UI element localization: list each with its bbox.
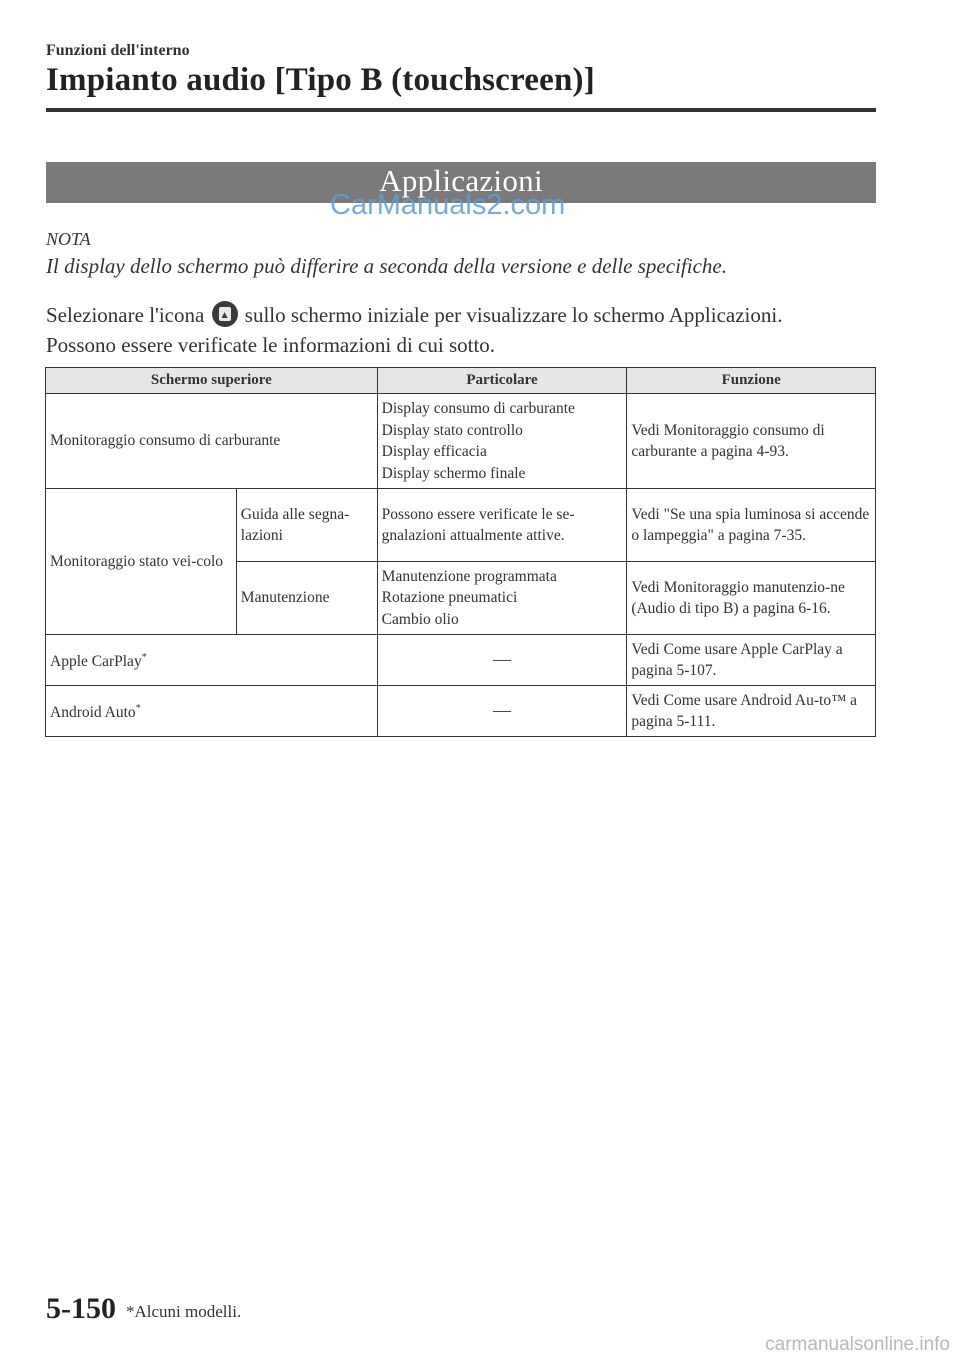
row-top-screen-label: Android Auto [50, 704, 136, 722]
row-top-screen: Monitoraggio consumo di carburante [46, 394, 378, 489]
row-detail: Possono essere verificate le se-gnalazioni attualmente attive. [377, 489, 627, 562]
row-sub-item: Guida alle segna-lazioni [236, 489, 377, 562]
detail-line: Cambio olio [381, 610, 459, 628]
footnote-mark: * [141, 652, 147, 664]
section-label: Funzioni dell'interno [46, 42, 190, 59]
row-top-screen [46, 686, 378, 737]
row-detail: — [377, 635, 627, 686]
note-text: Il display dello schermo può differire a seconda della versione e delle specifiche. [46, 254, 727, 278]
title-divider [46, 108, 876, 112]
chapter-title: Impianto audio [Tipo B (touchscreen)] [46, 62, 595, 98]
row-function: Vedi Monitoraggio consumo di carburante a pagina 4-93. [627, 394, 876, 489]
header-top-screen: Schermo superiore [46, 368, 378, 394]
banner-title: Applicazioni [379, 163, 543, 198]
intro-text-before-icon: Selezionare l'icona [46, 303, 205, 327]
row-function: Vedi "Se una spia luminosa si accende o lampeggia" a pagina 7-35. [627, 489, 876, 562]
row-top-screen: Monitoraggio stato vei-colo [46, 489, 237, 635]
table-row [46, 635, 876, 686]
detail-line: Display efficacia [381, 443, 487, 460]
detail-line: Display consumo di carburante [381, 400, 575, 417]
table-header-row [46, 368, 876, 394]
row-sub-item: Manutenzione [236, 562, 377, 635]
detail-line: Display stato controllo [381, 421, 523, 439]
detail-line: Manutenzione programmata [381, 567, 557, 585]
row-function: Vedi Come usare Android Au-to™ a pagina 5-111. [627, 686, 876, 737]
site-watermark: carmanualsonline.info [765, 1334, 950, 1355]
detail-line: Rotazione pneumatici [381, 589, 518, 607]
row-detail: — [377, 686, 627, 737]
row-function: Vedi Come usare Apple CarPlay a pagina 5-107. [627, 635, 876, 686]
row-top-screen [46, 635, 378, 686]
row-function: Vedi Monitoraggio manutenzio-ne (Audio di tipo B) a pagina 6-16. [627, 562, 876, 635]
row-detail [377, 562, 627, 635]
detail-line: Display schermo finale [381, 464, 526, 482]
footnote: *Alcuni modelli. [126, 1302, 242, 1321]
header-detail: Particolare [377, 368, 627, 394]
table-row [46, 394, 876, 489]
note-label: NOTA [46, 229, 91, 249]
footnote-mark: * [135, 703, 141, 715]
table-row [46, 489, 876, 562]
header-function: Funzione [627, 368, 876, 394]
table-row [46, 686, 876, 737]
applications-icon [212, 301, 238, 327]
row-top-screen-label: Apple CarPlay [50, 653, 142, 671]
row-detail [377, 394, 627, 489]
intro-paragraph [46, 300, 886, 360]
intro-text-line2: Possono essere verificate le informazioni di cui sotto. [46, 333, 496, 357]
watermark-text: CarManuals2.com [330, 189, 566, 221]
intro-text-after-icon: sullo schermo iniziale per visualizzare lo schermo Applicazioni. [244, 303, 783, 327]
applications-table [45, 367, 876, 737]
page-number: 5-150 [46, 1292, 116, 1325]
